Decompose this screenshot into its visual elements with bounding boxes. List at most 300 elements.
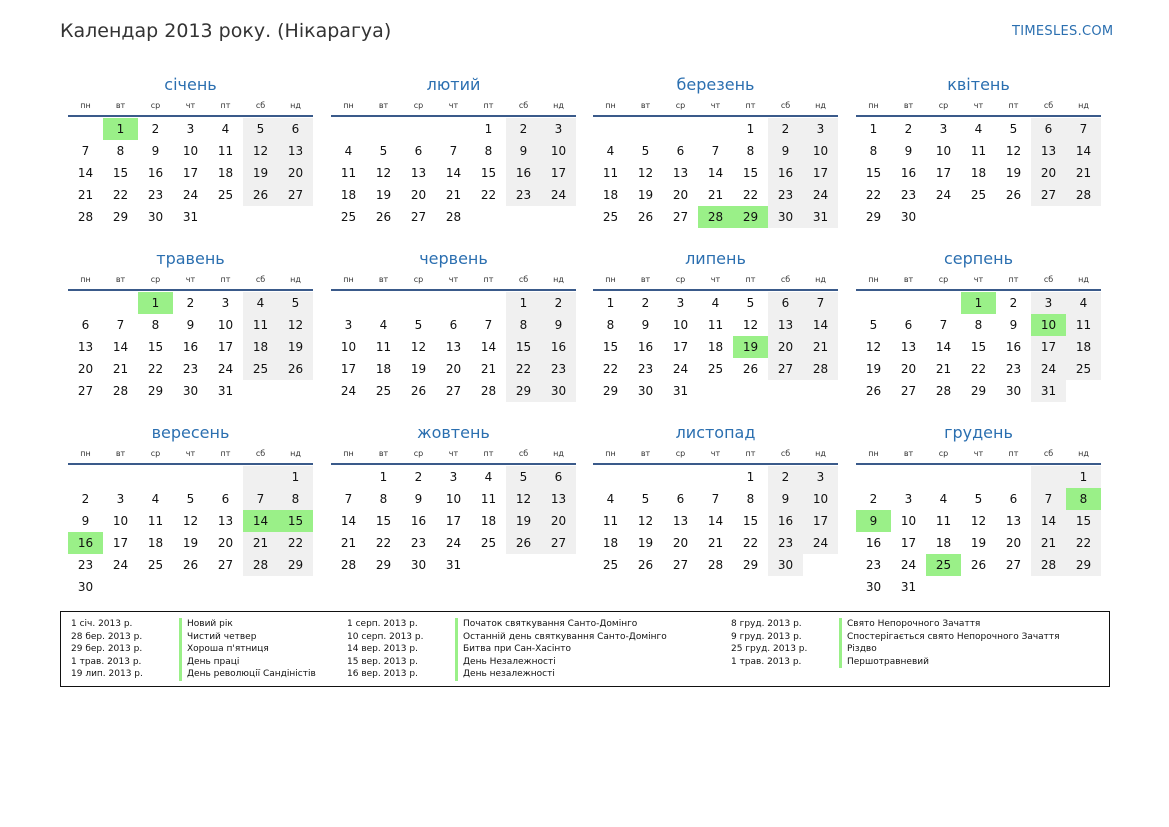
day-cell: 17 (935, 166, 952, 180)
day-cell: 7 (803, 292, 838, 314)
day-cell: 12 (182, 514, 199, 528)
day-cell: 3 (803, 118, 838, 140)
day-cell: 2 (506, 118, 541, 140)
day-cell: 13 (1005, 514, 1022, 528)
holiday-day: 15 (278, 510, 313, 532)
day-cell: 27 (1031, 184, 1066, 206)
day-cell: 4 (711, 296, 720, 310)
day-cell: 25 (217, 188, 234, 202)
day-cell: 3 (541, 118, 576, 140)
day-grid (593, 118, 838, 228)
day-cell: 29 (112, 210, 129, 224)
day-cell: 12 (742, 318, 759, 332)
day-cell: 9 (186, 318, 195, 332)
day-cell: 6 (449, 318, 458, 332)
day-cell: 22 (278, 532, 313, 554)
weekday-header (331, 273, 576, 287)
month-name: березень (676, 75, 755, 94)
weekday-label: нд (553, 449, 564, 458)
legend-holiday-name: Хороша п'ятниця (179, 643, 269, 656)
day-cell: 26 (865, 384, 882, 398)
weekday-label: вт (640, 275, 651, 284)
day-cell: 20 (900, 362, 917, 376)
weekday-label: вт (115, 275, 126, 284)
page-title: Календар 2013 року. (Нікарагуа) (60, 20, 392, 42)
day-cell: 10 (803, 488, 838, 510)
day-cell: 20 (541, 510, 576, 532)
day-cell: 19 (375, 188, 392, 202)
day-cell: 2 (81, 492, 90, 506)
weekday-label: сб (255, 449, 266, 458)
legend-row (721, 656, 1060, 669)
holiday-day: 28 (698, 206, 733, 228)
weekday-label: сб (1043, 101, 1054, 110)
day-cell: 29 (970, 384, 987, 398)
day-cell: 28 (340, 558, 357, 572)
day-cell: 6 (221, 492, 230, 506)
day-cell: 26 (278, 358, 313, 380)
legend-date: 1 серп. 2013 р. (347, 619, 418, 629)
day-cell: 30 (541, 380, 576, 402)
day-cell: 17 (541, 162, 576, 184)
day-cell: 5 (974, 492, 983, 506)
day-cell: 18 (375, 362, 392, 376)
month-1 (331, 73, 576, 228)
day-cell: 10 (541, 140, 576, 162)
day-cell: 18 (1066, 336, 1101, 358)
day-cell: 30 (410, 558, 427, 572)
weekday-label: нд (1078, 101, 1089, 110)
weekday-label: пн (605, 101, 616, 110)
day-cell: 10 (340, 340, 357, 354)
month-name: лютий (426, 75, 481, 94)
day-cell: 6 (1031, 118, 1066, 140)
day-cell: 8 (606, 318, 615, 332)
day-cell: 27 (445, 384, 462, 398)
day-cell: 21 (935, 362, 952, 376)
day-cell: 5 (746, 296, 755, 310)
day-cell: 15 (375, 514, 392, 528)
day-cell: 18 (602, 536, 619, 550)
weekday-label: чт (973, 275, 984, 284)
month-name: квітень (947, 75, 1010, 94)
weekday-header (331, 99, 576, 113)
day-cell: 22 (1066, 532, 1101, 554)
day-cell: 28 (480, 384, 497, 398)
day-grid (331, 466, 576, 576)
day-cell: 27 (900, 384, 917, 398)
legend-holiday-name: День незалежності (455, 668, 555, 681)
day-cell: 6 (676, 144, 685, 158)
day-cell: 4 (1066, 292, 1101, 314)
day-cell: 22 (602, 362, 619, 376)
day-cell: 3 (449, 470, 458, 484)
legend-date: 9 груд. 2013 р. (731, 631, 802, 642)
weekday-label: нд (1078, 275, 1089, 284)
day-cell: 5 (414, 318, 423, 332)
legend-row (721, 618, 1060, 631)
day-cell: 4 (974, 122, 983, 136)
weekday-label: нд (1078, 449, 1089, 458)
holiday-day: 10 (1031, 314, 1066, 336)
day-cell: 27 (672, 558, 689, 572)
day-cell: 18 (243, 336, 278, 358)
day-cell: 4 (151, 492, 160, 506)
day-cell: 18 (970, 166, 987, 180)
day-cell: 22 (147, 362, 164, 376)
legend-row (61, 656, 316, 669)
day-cell: 23 (77, 558, 94, 572)
weekday-label: чт (710, 449, 721, 458)
day-cell: 18 (707, 340, 724, 354)
day-cell: 15 (1066, 510, 1101, 532)
legend-date: 10 серп. 2013 р. (347, 631, 424, 642)
empty-cell (663, 118, 698, 140)
weekday-label: ср (413, 275, 424, 284)
day-cell: 11 (147, 514, 164, 528)
day-cell: 26 (243, 184, 278, 206)
weekday-label: пт (483, 101, 494, 110)
day-cell: 29 (375, 558, 392, 572)
weekday-label: сб (1043, 275, 1054, 284)
day-cell: 2 (904, 122, 913, 136)
weekday-label: ср (150, 101, 161, 110)
day-cell: 7 (711, 144, 720, 158)
weekday-label: нд (553, 101, 564, 110)
day-cell: 2 (641, 296, 650, 310)
legend-row (337, 668, 667, 681)
header-rule (856, 289, 1101, 291)
holiday-day: 25 (926, 554, 961, 576)
weekday-header (593, 447, 838, 461)
empty-cell (436, 118, 471, 140)
day-cell: 13 (445, 340, 462, 354)
day-cell: 9 (541, 314, 576, 336)
weekday-header (68, 273, 313, 287)
day-cell: 31 (900, 580, 917, 594)
day-cell: 9 (904, 144, 913, 158)
holiday-day: 16 (68, 532, 103, 554)
month-6 (593, 247, 838, 402)
month-name: червень (419, 249, 488, 268)
weekday-label: пн (80, 275, 91, 284)
site-link[interactable]: TIMESLES.COM (1012, 24, 1114, 39)
day-cell: 13 (410, 166, 427, 180)
day-cell: 21 (77, 188, 94, 202)
day-cell: 11 (217, 144, 234, 158)
day-cell: 30 (768, 554, 803, 576)
day-cell: 12 (1005, 144, 1022, 158)
day-cell: 18 (480, 514, 497, 528)
day-cell: 24 (1031, 358, 1066, 380)
month-name: січень (164, 75, 217, 94)
day-cell: 3 (904, 492, 913, 506)
day-cell: 12 (865, 340, 882, 354)
day-cell: 10 (112, 514, 129, 528)
day-cell: 20 (672, 536, 689, 550)
day-cell: 29 (865, 210, 882, 224)
holiday-day: 19 (733, 336, 768, 358)
legend-holiday-name: День Незалежності (455, 656, 556, 669)
day-cell: 25 (243, 358, 278, 380)
weekday-label: нд (815, 449, 826, 458)
day-cell: 17 (112, 536, 129, 550)
weekday-label: вт (640, 101, 651, 110)
month-11 (856, 421, 1101, 598)
legend-date: 1 трав. 2013 р. (71, 656, 142, 667)
weekday-label: вт (903, 449, 914, 458)
header-rule (331, 115, 576, 117)
day-cell: 30 (865, 580, 882, 594)
empty-cell (698, 466, 733, 488)
day-cell: 12 (506, 488, 541, 510)
weekday-label: чт (973, 101, 984, 110)
empty-cell (471, 292, 506, 314)
weekday-label: чт (710, 101, 721, 110)
day-grid (331, 118, 576, 228)
legend-date: 16 вер. 2013 р. (347, 669, 418, 679)
empty-cell (891, 466, 926, 488)
day-cell: 23 (147, 188, 164, 202)
day-cell: 28 (243, 554, 278, 576)
legend-row (61, 643, 316, 656)
empty-cell (593, 118, 628, 140)
day-cell: 16 (506, 162, 541, 184)
day-cell: 27 (217, 558, 234, 572)
day-cell: 27 (1005, 558, 1022, 572)
month-8 (68, 421, 313, 598)
day-cell: 26 (182, 558, 199, 572)
weekday-label: чт (448, 101, 459, 110)
day-cell: 13 (1031, 140, 1066, 162)
day-cell: 31 (1031, 380, 1066, 402)
weekday-label: пт (220, 449, 231, 458)
day-cell: 5 (186, 492, 195, 506)
day-cell: 27 (410, 210, 427, 224)
day-cell: 23 (768, 532, 803, 554)
day-cell: 6 (278, 118, 313, 140)
day-cell: 5 (278, 292, 313, 314)
empty-cell (436, 292, 471, 314)
weekday-label: нд (553, 275, 564, 284)
empty-cell (331, 466, 366, 488)
day-cell: 9 (506, 140, 541, 162)
day-cell: 21 (340, 536, 357, 550)
month-2 (593, 73, 838, 228)
weekday-label: ср (938, 275, 949, 284)
legend-date: 8 груд. 2013 р. (731, 619, 802, 629)
weekday-label: чт (448, 275, 459, 284)
day-cell: 5 (1009, 122, 1018, 136)
day-cell: 11 (602, 166, 619, 180)
day-cell: 25 (970, 188, 987, 202)
month-name: травень (156, 249, 225, 268)
legend-column (61, 618, 316, 681)
empty-cell (366, 118, 401, 140)
empty-cell (593, 466, 628, 488)
day-cell: 3 (116, 492, 125, 506)
day-cell: 26 (637, 558, 654, 572)
day-cell: 5 (243, 118, 278, 140)
day-cell: 22 (375, 536, 392, 550)
weekday-label: пт (483, 275, 494, 284)
day-grid (68, 466, 313, 598)
weekday-header (856, 99, 1101, 113)
legend-row (337, 643, 667, 656)
day-cell: 16 (768, 162, 803, 184)
day-cell: 7 (1066, 118, 1101, 140)
month-name: вересень (151, 423, 230, 442)
day-cell: 17 (672, 340, 689, 354)
day-cell: 18 (217, 166, 234, 180)
weekday-label: ср (150, 449, 161, 458)
day-cell: 23 (768, 184, 803, 206)
day-cell: 21 (707, 188, 724, 202)
weekday-label: сб (780, 449, 791, 458)
month-0 (68, 73, 313, 228)
day-cell: 26 (1005, 188, 1022, 202)
day-cell: 2 (186, 296, 195, 310)
day-grid (68, 118, 313, 228)
day-cell: 30 (900, 210, 917, 224)
header-rule (68, 289, 313, 291)
day-cell: 1 (484, 122, 493, 136)
legend-row (337, 656, 667, 669)
header-rule (593, 463, 838, 465)
day-cell: 9 (81, 514, 90, 528)
day-cell: 19 (637, 188, 654, 202)
day-cell: 3 (676, 296, 685, 310)
legend-date: 15 вер. 2013 р. (347, 656, 418, 667)
legend-date: 29 бер. 2013 р. (71, 644, 143, 654)
day-cell: 6 (541, 466, 576, 488)
empty-cell (68, 118, 103, 140)
day-cell: 15 (147, 340, 164, 354)
day-cell: 24 (445, 536, 462, 550)
day-cell: 27 (278, 184, 313, 206)
day-cell: 25 (602, 558, 619, 572)
weekday-label: ср (675, 449, 686, 458)
day-cell: 3 (186, 122, 195, 136)
weekday-label: сб (780, 101, 791, 110)
weekday-label: пн (80, 449, 91, 458)
day-cell: 12 (637, 166, 654, 180)
day-cell: 7 (243, 488, 278, 510)
weekday-label: вт (378, 101, 389, 110)
day-cell: 17 (217, 340, 234, 354)
legend-date: 28 бер. 2013 р. (71, 631, 143, 642)
day-cell: 23 (541, 358, 576, 380)
day-cell: 23 (1005, 362, 1022, 376)
day-cell: 22 (742, 188, 759, 202)
weekday-label: пт (745, 101, 756, 110)
day-cell: 28 (77, 210, 94, 224)
day-cell: 4 (606, 144, 615, 158)
day-cell: 29 (602, 384, 619, 398)
day-cell: 18 (935, 536, 952, 550)
day-cell: 20 (1005, 536, 1022, 550)
day-cell: 13 (900, 340, 917, 354)
weekday-header (331, 447, 576, 461)
month-name: листопад (675, 423, 756, 442)
day-cell: 29 (147, 384, 164, 398)
weekday-label: чт (185, 449, 196, 458)
day-cell: 8 (278, 488, 313, 510)
day-cell: 25 (707, 362, 724, 376)
day-cell: 28 (707, 558, 724, 572)
day-cell: 28 (935, 384, 952, 398)
month-name: жовтень (417, 423, 490, 442)
empty-cell (628, 118, 663, 140)
legend-date: 25 груд. 2013 р. (731, 644, 808, 654)
day-cell: 2 (768, 466, 803, 488)
day-cell: 7 (116, 318, 125, 332)
day-cell: 20 (445, 362, 462, 376)
weekday-label: чт (185, 275, 196, 284)
day-cell: 7 (449, 144, 458, 158)
empty-cell (1031, 466, 1066, 488)
day-cell: 18 (602, 188, 619, 202)
day-cell: 20 (278, 162, 313, 184)
day-cell: 7 (939, 318, 948, 332)
weekday-header (856, 273, 1101, 287)
day-cell: 2 (768, 118, 803, 140)
weekday-label: сб (518, 449, 529, 458)
day-cell: 2 (1009, 296, 1018, 310)
legend-holiday-name: Свято Непорочного Зачаття (839, 618, 980, 631)
day-cell: 12 (970, 514, 987, 528)
day-cell: 13 (217, 514, 234, 528)
day-cell: 17 (803, 162, 838, 184)
weekday-label: пт (1008, 101, 1019, 110)
day-cell: 14 (935, 340, 952, 354)
day-cell: 25 (602, 210, 619, 224)
weekday-label: вт (378, 449, 389, 458)
day-cell: 24 (803, 532, 838, 554)
weekday-label: сб (780, 275, 791, 284)
day-cell: 26 (506, 532, 541, 554)
day-cell: 14 (77, 166, 94, 180)
weekday-label: ср (938, 101, 949, 110)
day-cell: 14 (340, 514, 357, 528)
day-cell: 26 (970, 558, 987, 572)
empty-cell (331, 292, 366, 314)
day-cell: 28 (445, 210, 462, 224)
empty-cell (366, 292, 401, 314)
day-cell: 1 (869, 122, 878, 136)
day-cell: 7 (1031, 488, 1066, 510)
day-cell: 19 (278, 336, 313, 358)
day-grid (68, 292, 313, 402)
day-cell: 2 (541, 292, 576, 314)
legend-row (61, 668, 316, 681)
day-cell: 8 (746, 492, 755, 506)
empty-cell (856, 292, 891, 314)
day-cell: 14 (112, 340, 129, 354)
day-cell: 24 (340, 384, 357, 398)
day-cell: 19 (637, 536, 654, 550)
weekday-label: нд (815, 101, 826, 110)
weekday-label: сб (255, 275, 266, 284)
day-cell: 4 (344, 144, 353, 158)
empty-cell (996, 466, 1031, 488)
month-9 (331, 421, 576, 576)
day-grid (593, 292, 838, 402)
weekday-label: ср (150, 275, 161, 284)
day-cell: 4 (379, 318, 388, 332)
empty-cell (103, 292, 138, 314)
day-cell: 27 (541, 532, 576, 554)
